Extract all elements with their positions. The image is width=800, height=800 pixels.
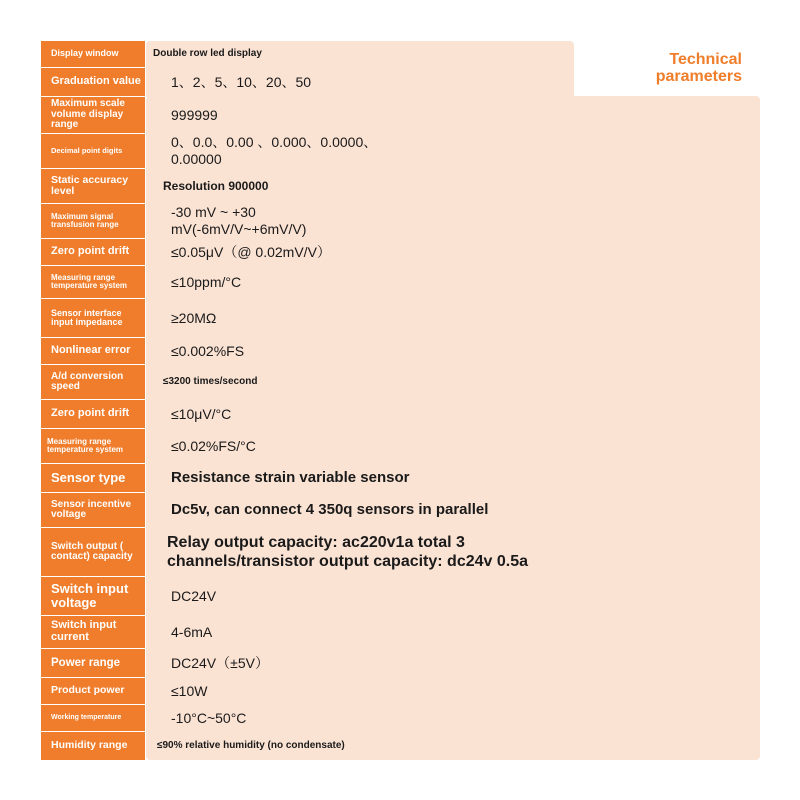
row-value: Double row led display: [153, 48, 262, 59]
row-label: Maximum scale volume display range: [41, 97, 145, 133]
row-value: -10°C~50°C: [171, 709, 247, 726]
table-row: [41, 266, 759, 298]
row-label: Sensor interface input impedance: [41, 299, 145, 337]
row-value: ≤10ppm/°C: [171, 273, 242, 290]
table-row: [41, 616, 759, 648]
table-row: [41, 464, 759, 492]
row-value: Dc5v, can connect 4 350q sensors in parallel: [171, 501, 489, 518]
table-row: [41, 134, 759, 168]
row-value: Resistance strain variable sensor: [171, 469, 410, 486]
row-label: A/d conversion speed: [41, 365, 145, 399]
row-label: Decimal point digits: [41, 134, 145, 168]
section-heading: Technical parameters: [655, 51, 742, 85]
table-row: [41, 338, 759, 364]
row-value: ≤10μV/°C: [171, 405, 232, 422]
table-row: [41, 365, 759, 399]
row-label: Product power: [41, 678, 145, 704]
table-row: [41, 528, 759, 576]
row-label: Power range: [41, 649, 145, 677]
row-label: Measuring range temperature system: [41, 266, 145, 298]
row-value: 4-6mA: [171, 623, 213, 640]
row-label: Maximum signal transfusion range: [41, 204, 145, 238]
table-row: [41, 299, 759, 337]
row-value: ≤0.002%FS: [171, 342, 245, 359]
row-label: Switch input current: [41, 616, 145, 648]
row-label: Sensor incentive voltage: [41, 493, 145, 527]
row-value: ≤3200 times/second: [163, 376, 258, 387]
row-value: -30 mV ~ +30 mV(-6mV/V~+6mV/V): [171, 204, 307, 237]
row-label: Display window: [41, 41, 145, 67]
row-value: 999999: [171, 106, 218, 123]
table-row: [41, 204, 759, 238]
row-label: Humidity range: [41, 732, 145, 760]
row-label: Static accuracy level: [41, 169, 145, 203]
table-row: [41, 493, 759, 527]
row-value: ≥20MΩ: [171, 309, 217, 326]
row-value: Relay output capacity: ac220v1a total 3 channels/transistor output capacity: dc24v 0.5a: [167, 533, 529, 570]
row-label: Sensor type: [41, 464, 145, 492]
row-value: DC24V: [171, 587, 217, 604]
table-row: [41, 678, 759, 704]
row-value: ≤0.05μV（@ 0.02mV/V）: [171, 243, 331, 260]
row-label: Working temperature: [41, 705, 145, 731]
table-row: [41, 649, 759, 677]
row-label: Nonlinear error: [41, 338, 145, 364]
row-label: Zero point drift: [41, 239, 145, 265]
table-row: [41, 577, 759, 615]
table-row: [41, 239, 759, 265]
row-value: ≤10W: [171, 682, 208, 699]
row-label: Measuring range temperature system: [41, 429, 145, 463]
row-label: Switch input voltage: [41, 577, 145, 615]
table-row: [41, 429, 759, 463]
table-row: [41, 705, 759, 731]
row-label: Graduation value: [41, 68, 145, 96]
table-row: [41, 400, 759, 428]
row-value: Resolution 900000: [163, 178, 269, 193]
row-value: 0、0.0、0.00 、0.000、0.0000、0.00000: [171, 134, 378, 167]
row-value: 1、2、5、10、20、50: [171, 73, 312, 90]
row-value: ≤90% relative humidity (no condensate): [157, 740, 345, 751]
row-value: DC24V（±5V）: [171, 654, 269, 671]
row-label: Switch output ( contact) capacity: [41, 528, 145, 576]
table-row: [41, 68, 573, 96]
table-row: [41, 97, 759, 133]
table-row: [41, 169, 759, 203]
table-row: [41, 732, 759, 760]
row-value: ≤0.02%FS/°C: [171, 437, 256, 454]
table-row: [41, 41, 573, 67]
row-label: Zero point drift: [41, 400, 145, 428]
